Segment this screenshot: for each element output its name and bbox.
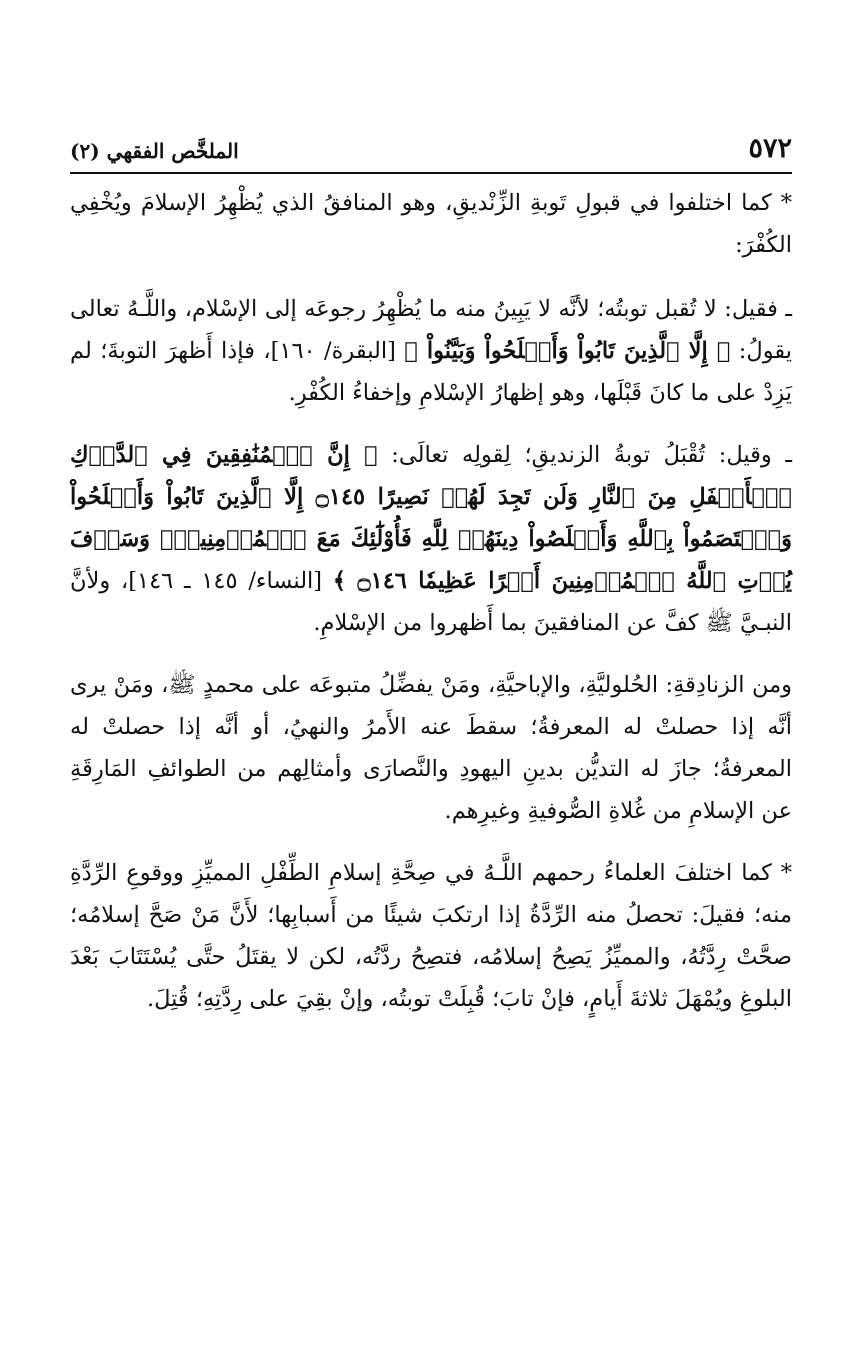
paragraph-zanadiqa-types: ومن الزنادِقةِ: الحُلوليَّةِ، والإباحيَّةِ، ومَنْ يفضِّلُ متبوعَه على محمدٍ ﷺ، ومَنْ يرى أنَّه إذا حصلتْ له المعرفةُ؛ سقطَ عنه الأَمرُ والنهيُ، أو أنَّه إذا حصلتْ له المعرفةُ؛ جازَ له التديُّن بدينِ اليهودِ والنَّصارَى وأمثالِهم من الطوائفِ المَارِقَةِ عن الإسلامِ من غُلاةِ الصُّوفيةِ وغيرِهم. <box>70 672 792 824</box>
paragraph-child-apostasy: * كما اختلفَ العلماءُ رحمهم اللَّـهُ في صِحَّةِ إسلامِ الطِّفْلِ المميِّزِ ووقوعِ الرِّدَّةِ منه؛ فقيلَ: تحصلُ منه الرِّدَّةُ إذا ارتكبَ شيئًا من أَسبابِها؛ لأَنَّ مَنْ صَحَّ إسلامُه؛ صحَّتْ رِدَّتُهُ، والمميِّزُ يَصِحُ إسلامُه، فتصِحُ ردَّتُه، لكن لا يقتَلُ حتَّى يُسْتَتَابَ بَعْدَ البلوغِ ويُمْهَلَ ثلاثةَ أَيامٍ، فإنْ تابَ؛ قُبِلَتْ توبتُه، وإنْ بقِيَ على رِدَّتِهِ؛ قُتِلَ. <box>70 860 792 1012</box>
book-page <box>70 128 792 1040</box>
paragraph-first-opinion <box>70 288 792 414</box>
paragraph-text: [النساء/ ١٤٥ ـ ١٤٦]، ولأنَّ النبـيَّ ﷺ كفَّ عن المنافقينَ بما أَظهروا من الإسْلامِ. <box>70 568 792 636</box>
quran-verse: ﴿ إِنَّ ٱلۡمُنَٰفِقِينَ فِي ٱلدَّرۡكِ ٱلۡأَسۡفَلِ مِنَ ٱلنَّارِ وَلَن تَجِدَ لَهُمۡ نَصِيرًا ۝١٤٥ إِلَّا ٱلَّذِينَ تَابُواْ وَأَصۡلَحُواْ وَٱعۡتَصَمُواْ بِٱللَّهِ وَأَخۡلَصُواْ دِينَهُمۡ لِلَّهِ فَأُوْلَٰٓئِكَ مَعَ ٱلۡمُؤۡمِنِينَۖ وَسَوۡفَ يُؤۡتِ ٱللَّهُ ٱلۡمُؤۡمِنِينَ أَجۡرًا عَظِيمٗا ۝١٤٦ ﴾ <box>70 442 793 594</box>
running-title: الملخَّص الفقهي (٢) <box>70 139 239 163</box>
paragraph-zindiq-intro: * كما اختلفوا في قبولِ تَوبةِ الزِّنْديقِ، وهو المنافقُ الذي يُظْهِرُ الإسلامَ ويُخْفِي الكُفْرَ: <box>70 190 792 258</box>
paragraph-text: ـ وقيل: تُقْبَلُ توبةُ الزنديقِ؛ لِقولِه تعالَى: <box>377 442 792 468</box>
paragraph-text: ـ فقيل: لا تُقبل توبتُه؛ لأنَّه لا يَبِينُ منه ما يُظْهِرُ رجوعَه إلى الإسْلام، واللَّـهُ تعالى يقولُ: <box>70 296 792 364</box>
paragraph-second-opinion <box>70 434 792 644</box>
quran-verse: ﴿ إِلَّا ٱلَّذِينَ تَابُواْ وَأَصۡلَحُواْ وَبَيَّنُواْ ﴾ <box>404 338 731 364</box>
page-body <box>70 182 792 1020</box>
page-number: ٥٧٢ <box>748 133 792 164</box>
paragraph-text: [البقرة/ ١٦٠]، فإذا أَظهرَ التوبةَ؛ لم يَزِدْ على ما كانَ قَبْلَها، وهو إظهارُ الإسْلامِ وإخفاءُ الكُفْرِ. <box>70 338 792 406</box>
page-header <box>70 128 792 174</box>
